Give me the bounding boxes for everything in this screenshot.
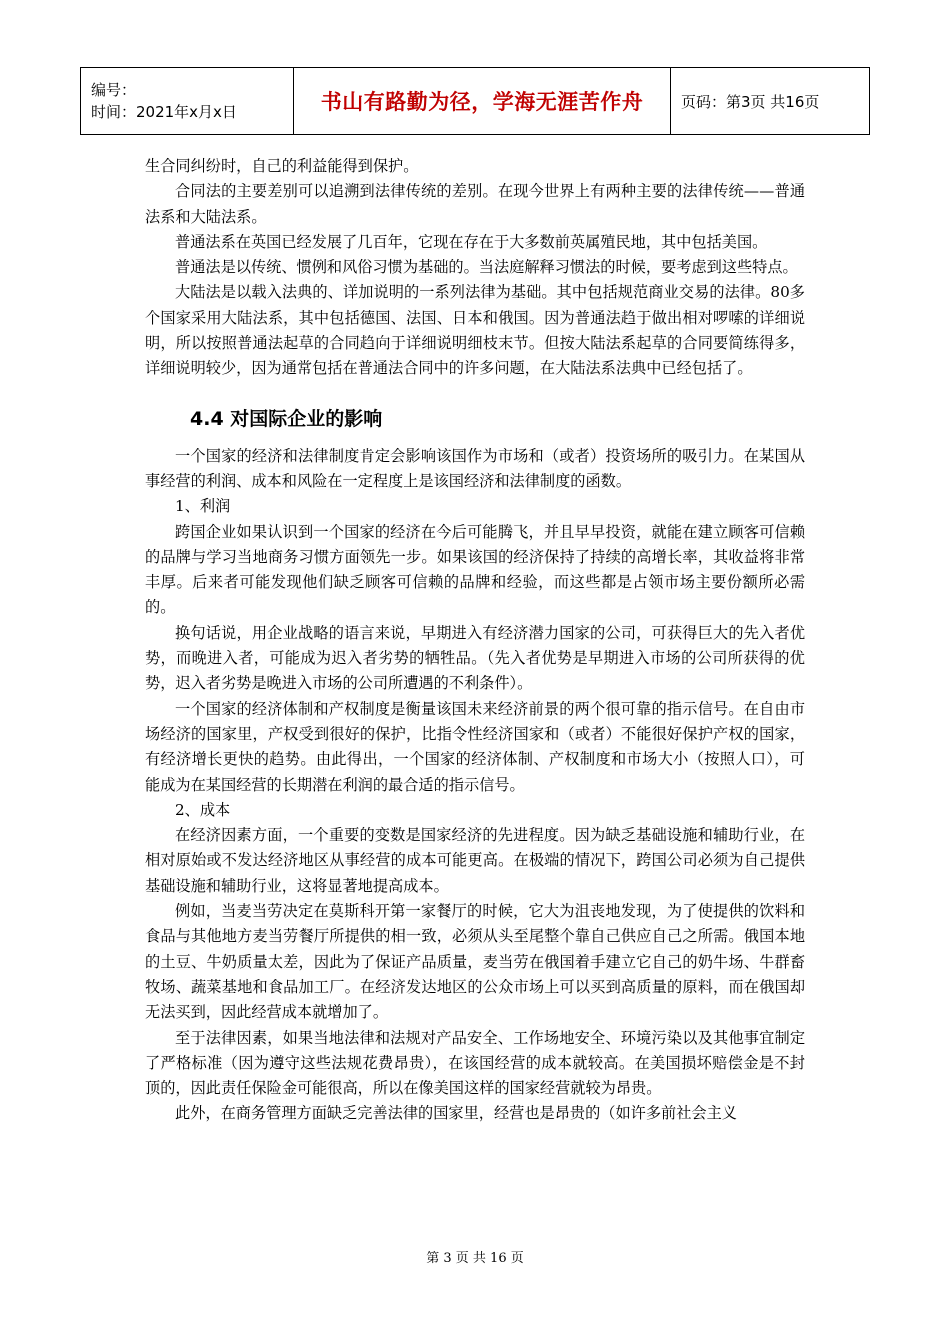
document-body	[145, 154, 805, 1127]
paragraph: 普通法是以传统、惯例和风俗习惯为基础的。当法庭解释习惯法的时候，要考虑到这些特点。	[175, 258, 798, 277]
paragraph: 大陆法是以载入法典的、详加说明的一系列法律为基础。其中包括规范商业交易的法律。80多个国家采用大陆法系，其中包括德国、法国、日本和俄国。因为普通法趋于做出相对啰嗦的详细说明，所以按照普通法起草的合同趋向于详细说明细枝末节。但按大陆法系起草的合同要简练得多，详细说明较少，因为通常包括在普通法合同中的许多问题，在大陆法系法典中已经包括了。	[145, 283, 805, 378]
paragraph: 换句话说，用企业战略的语言来说，早期进入有经济潜力国家的公司，可获得巨大的先入者优势，而晚进入者，可能成为迟入者劣势的牺牲品。（先入者优势是早期进入市场的公司所获得的优势，迟入者劣势是晚进入市场的公司所遭遇的不利条件）。	[145, 623, 805, 693]
paragraph: 一个国家的经济体制和产权制度是衡量该国未来经济前景的两个很可靠的指示信号。在自由市场经济的国家里，产权受到很好的保护，比指令性经济国家和（或者）不能很好保护产权的国家，有经济增长更快的趋势。由此得出，一个国家的经济体制、产权制度和市场大小（按照人口），可能成为在某国经营的长期潜在利润的最合适的指示信号。	[145, 699, 805, 794]
paragraph: 跨国企业如果认识到一个国家的经济在今后可能腾飞，并且早早投资，就能在建立顾客可信赖的品牌与学习当地商务习惯方面领先一步。如果该国的经济保持了持续的高增长率，其收益将非常丰厚。后来者可能发现他们缺乏顾客可信赖的品牌和经验，而这些都是占领市场主要份额所必需的。	[145, 522, 805, 617]
paragraph: 此外，在商务管理方面缺乏完善法律的国家里，经营也是昂贵的（如许多前社会主义	[175, 1104, 737, 1123]
section-heading: 4.4 对国际企业的影响	[190, 407, 383, 430]
page-footer: 第 3 页 共 16 页	[426, 1251, 524, 1266]
subheading: 1、利润	[175, 497, 231, 516]
subheading: 2、成本	[175, 800, 231, 819]
paragraph: 在经济因素方面，一个重要的变数是国家经济的先进程度。因为缺乏基础设施和辅助行业，在相对原始或不发达经济地区从事经营的成本可能更高。在极端的情况下，跨国公司必须为自己提供基础设施和辅助行业，这将显著地提高成本。	[145, 826, 805, 895]
paragraph: 合同法的主要差别可以追溯到法律传统的差别。在现今世界上有两种主要的法律传统——普通法系和大陆法系。	[145, 182, 805, 226]
header-motto: 书山有路勤为径，学海无涯苦作舟	[294, 68, 671, 135]
paragraph: 至于法律因素，如果当地法律和法规对产品安全、工作场地安全、环境污染以及其他事宜制定了严格标准（因为遵守这些法规花费昂贵），在该国经营的成本就较高。在美国损坏赔偿金是不封顶的，因此责任保险金可能很高，所以在像美国这样的国家经营就较为昂贵。	[145, 1028, 805, 1098]
paragraph: 例如，当麦当劳决定在莫斯科开第一家餐厅的时候，它大为沮丧地发现，为了使提供的饮料和食品与其他地方麦当劳餐厅所提供的相一致，必须从头至尾整个靠自己供应自己之所需。俄国本地的土豆、牛奶质量太差，因此为了保证产品质量，麦当劳在俄国着手建立它自己的奶牛场、牛群畜牧场、蔬菜基地和食品加工厂。在经济发达地区的公众市场上可以买到高质量的原料，而在俄国却无法买到，因此经营成本就增加了。	[145, 902, 805, 1022]
header-meta	[81, 68, 294, 135]
paragraph: 生合同纠纷时，自己的利益能得到保护。	[145, 157, 419, 175]
code-label: 编号：	[91, 81, 137, 99]
header-table	[80, 67, 870, 135]
header-page-info: 页码：第3页 共16页	[671, 68, 870, 135]
paragraph: 普通法系在英国已经发展了几百年，它现在存在于大多数前英属殖民地，其中包括美国。	[175, 232, 768, 251]
paragraph: 一个国家的经济和法律制度肯定会影响该国作为市场和（或者）投资场所的吸引力。在某国从事经营的利润、成本和风险在一定程度上是该国经济和法律制度的函数。	[145, 446, 805, 490]
time-label: 时间：2021年x月x日	[91, 103, 237, 121]
